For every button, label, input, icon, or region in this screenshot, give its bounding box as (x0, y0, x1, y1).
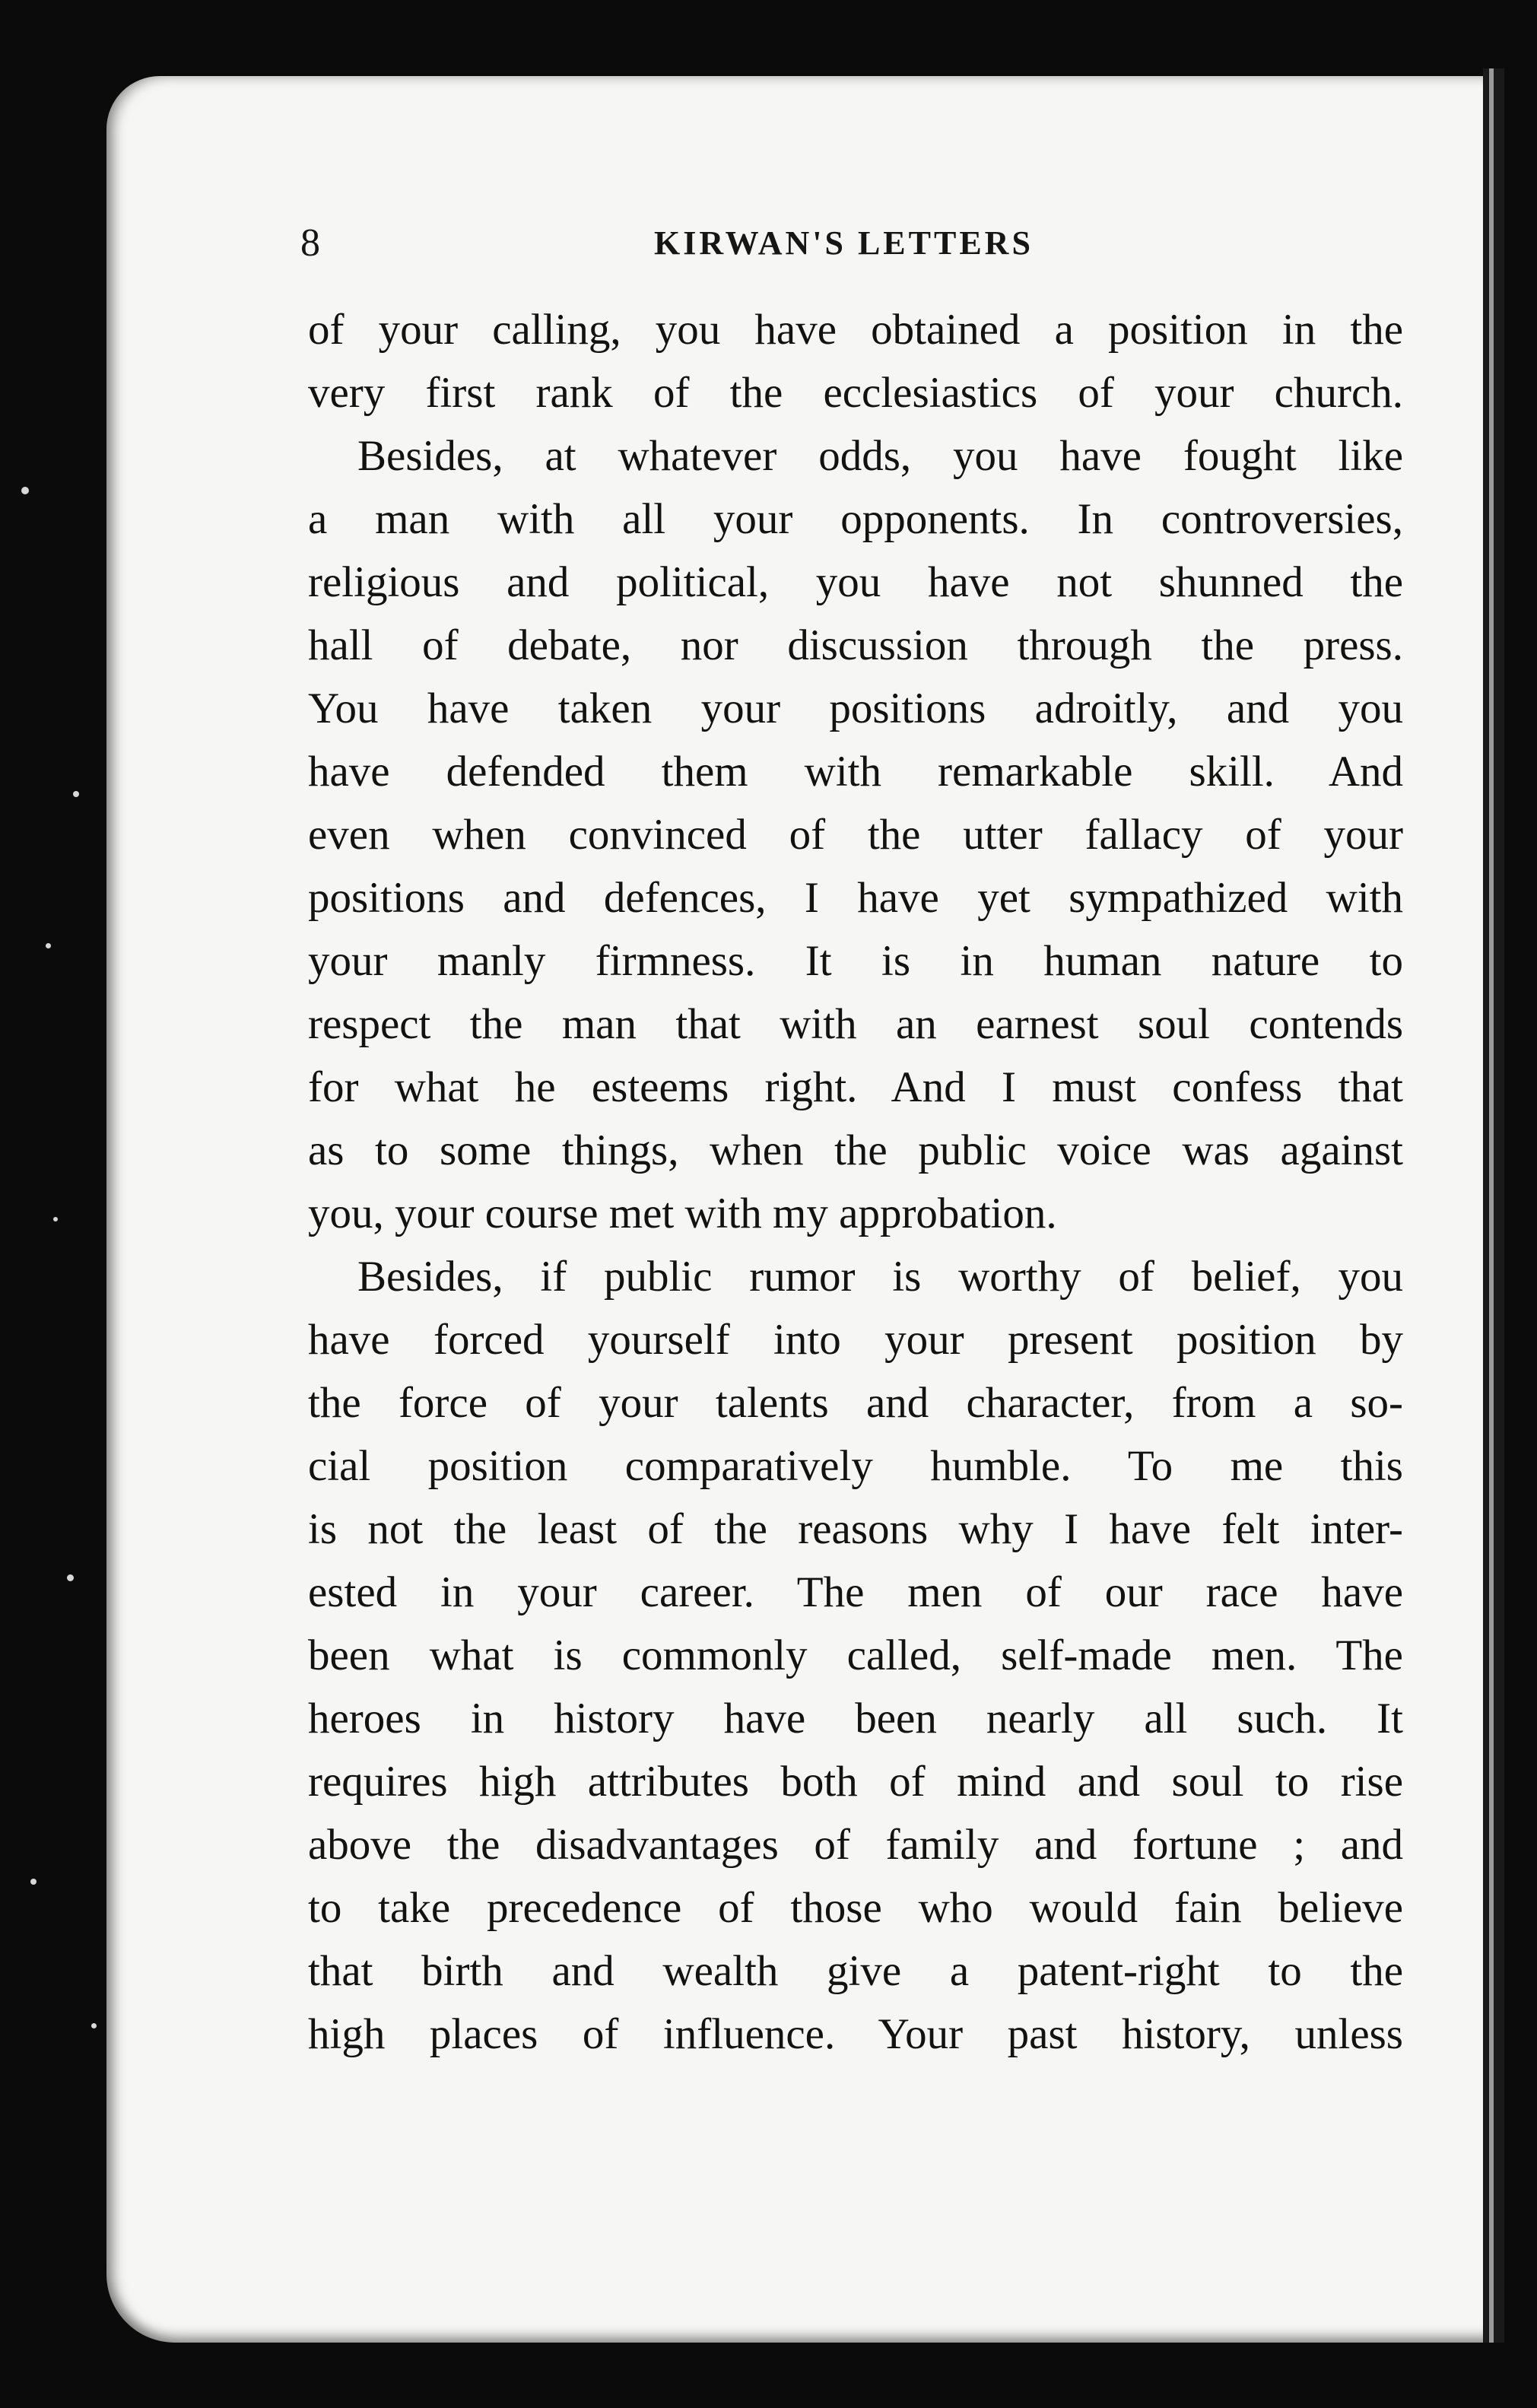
text-line: requires high attributes both of mind and soul to rise (308, 1758, 1403, 1806)
text-line: been what is commonly called, self-made men. The (308, 1631, 1403, 1679)
page-edge (1483, 68, 1504, 2343)
text-line: have forced yourself into your present position by (308, 1316, 1403, 1364)
text-line: for what he esteems right. And I must confess that (308, 1063, 1403, 1111)
page-edge-stripe (1489, 68, 1494, 2343)
text-line: of your calling, you have obtained a position in the (308, 306, 1403, 354)
text-line: above the disadvantages of family and fortune ; and (308, 1821, 1403, 1869)
text-line: ested in your career. The men of our race have (308, 1568, 1403, 1616)
text-line: very first rank of the ecclesiastics of your church. (308, 369, 1403, 417)
body-text (308, 298, 1403, 2066)
text-line: heroes in history have been nearly all such. It (308, 1695, 1403, 1742)
dust-speck (91, 2023, 97, 2028)
text-line: respect the man that with an earnest soul contends (308, 1000, 1403, 1048)
dust-speck (30, 1879, 37, 1885)
text-line: to take precedence of those who would fain believe (308, 1884, 1403, 1932)
text-line: your manly firmness. It is in human nature to (308, 937, 1403, 985)
dust-speck (53, 1217, 58, 1221)
text-line: cial position comparatively humble. To me this (308, 1442, 1403, 1490)
text-line: You have taken your positions adroitly, and you (308, 685, 1403, 732)
text-line: high places of influence. Your past history, unless (308, 2010, 1403, 2058)
text-line: Besides, if public rumor is worthy of belief, you (357, 1253, 1403, 1301)
dust-speck (67, 1574, 74, 1581)
text-line: positions and defences, I have yet sympathized with (308, 874, 1403, 922)
text-line: hall of debate, nor discussion through the press. (308, 621, 1403, 669)
text-line: that birth and wealth give a patent-right to the (308, 1947, 1403, 1995)
text-line: is not the least of the reasons why I have felt inter- (308, 1505, 1403, 1553)
page-header (300, 213, 1403, 274)
dust-speck (73, 791, 79, 797)
page-number: 8 (300, 221, 320, 265)
text-line: you, your course met with my approbation. (308, 1190, 1057, 1237)
text-line: have defended them with remarkable skill. And (308, 748, 1403, 796)
running-title: KIRWAN'S LETTERS (654, 224, 1034, 262)
text-line: a man with all your opponents. In controversies, (308, 495, 1403, 543)
text-line: Besides, at whatever odds, you have fought like (357, 432, 1403, 480)
dust-speck (46, 943, 51, 948)
text-line: the force of your talents and character, from a so- (308, 1379, 1403, 1427)
dust-speck (21, 487, 29, 494)
text-line: even when convinced of the utter fallacy of your (308, 811, 1403, 859)
text-line: as to some things, when the public voice was against (308, 1126, 1403, 1174)
text-line: religious and political, you have not shunned the (308, 558, 1403, 606)
